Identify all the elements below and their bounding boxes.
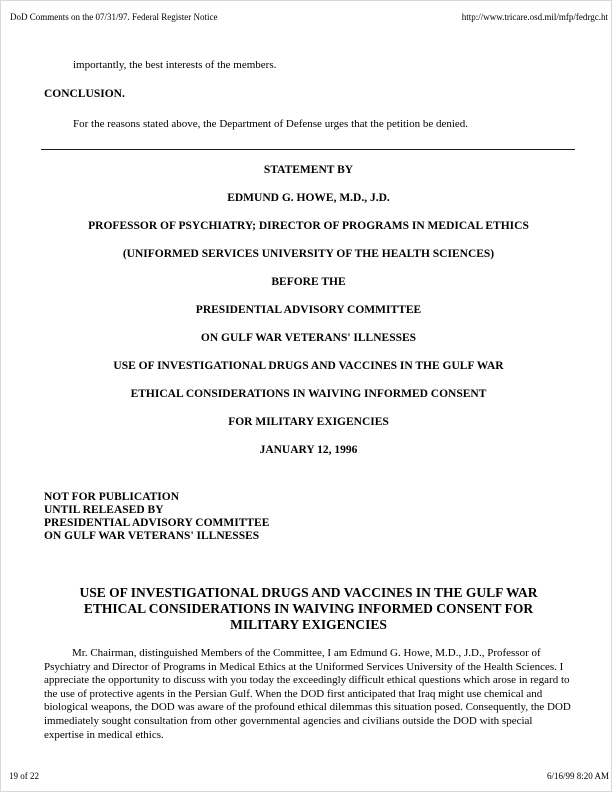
- statement-line: ETHICAL CONSIDERATIONS IN WAIVING INFORMED CONSENT: [130, 388, 487, 400]
- document-content: [44, 59, 573, 742]
- section-divider: [41, 149, 575, 150]
- main-title-line: USE OF INVESTIGATIONAL DRUGS AND VACCINES IN THE GULF WAR: [79, 585, 538, 600]
- statement-line: (UNIFORMED SERVICES UNIVERSITY OF THE HEALTH SCIENCES): [122, 248, 495, 260]
- conclusion-text: For the reasons stated above, the Department of Defense urges that the petition be denied.: [73, 118, 469, 130]
- page-header: [10, 12, 608, 22]
- statement-line: STATEMENT BY: [263, 164, 354, 176]
- statement-line: PRESIDENTIAL ADVISORY COMMITTEE: [195, 304, 422, 316]
- carryover-line: importantly, the best interests of the members.: [73, 59, 277, 71]
- conclusion-heading: CONCLUSION.: [44, 88, 125, 100]
- statement-block: [44, 164, 573, 457]
- print-timestamp: 6/16/99 8:20 AM: [546, 771, 609, 781]
- opening-paragraph: Mr. Chairman, distinguished Members of the Committee, I am Edmund G. Howe, M.D., J.D., Professor of Psychiatry and Director of Programs in Medical Ethics at the Uniformed Services University of the Health Sciences. I appreciate the opportunity to discuss with you today the exceedingly difficult ethical questions which arose in regard to the use of protective agents in the Persian Gulf. When the DOD first anticipated that Iraq might use chemical and biological weapons, the DOD was aware of the profound ethical dilemmas this situation posed. Consequently, the DOD immediately sought consultation from other governmental agencies and civilians outside the DOD with special expertise in medical ethics.: [44, 647, 571, 741]
- notice-line: UNTIL RELEASED BY: [44, 504, 164, 516]
- main-title-line: ETHICAL CONSIDERATIONS IN WAIVING INFORMED CONSENT FOR: [83, 601, 534, 616]
- statement-line: BEFORE THE: [271, 276, 346, 288]
- statement-line: JANUARY 12, 1996: [259, 444, 358, 456]
- main-title-line: MILITARY EXIGENCIES: [230, 617, 387, 632]
- publication-notice: [44, 491, 573, 543]
- statement-line: PROFESSOR OF PSYCHIATRY; DIRECTOR OF PROGRAMS IN MEDICAL ETHICS: [88, 220, 529, 232]
- notice-line: ON GULF WAR VETERANS' ILLNESSES: [44, 530, 260, 542]
- header-document-title: DoD Comments on the 07/31/97. Federal Register Notice: [10, 12, 218, 22]
- statement-line: EDMUND G. HOWE, M.D., J.D.: [227, 192, 390, 204]
- notice-line: NOT FOR PUBLICATION: [44, 491, 180, 503]
- statement-line: USE OF INVESTIGATIONAL DRUGS AND VACCINES IN THE GULF WAR: [113, 360, 504, 372]
- statement-line: ON GULF WAR VETERANS' ILLNESSES: [200, 332, 417, 344]
- notice-line: PRESIDENTIAL ADVISORY COMMITTEE: [44, 517, 270, 529]
- statement-line: FOR MILITARY EXIGENCIES: [228, 416, 389, 428]
- page-number: 19 of 22: [9, 771, 39, 781]
- header-url: http://www.tricare.osd.mil/mfp/fedrgc.ht: [461, 12, 608, 22]
- page-footer: [9, 771, 609, 781]
- main-title: [44, 585, 573, 633]
